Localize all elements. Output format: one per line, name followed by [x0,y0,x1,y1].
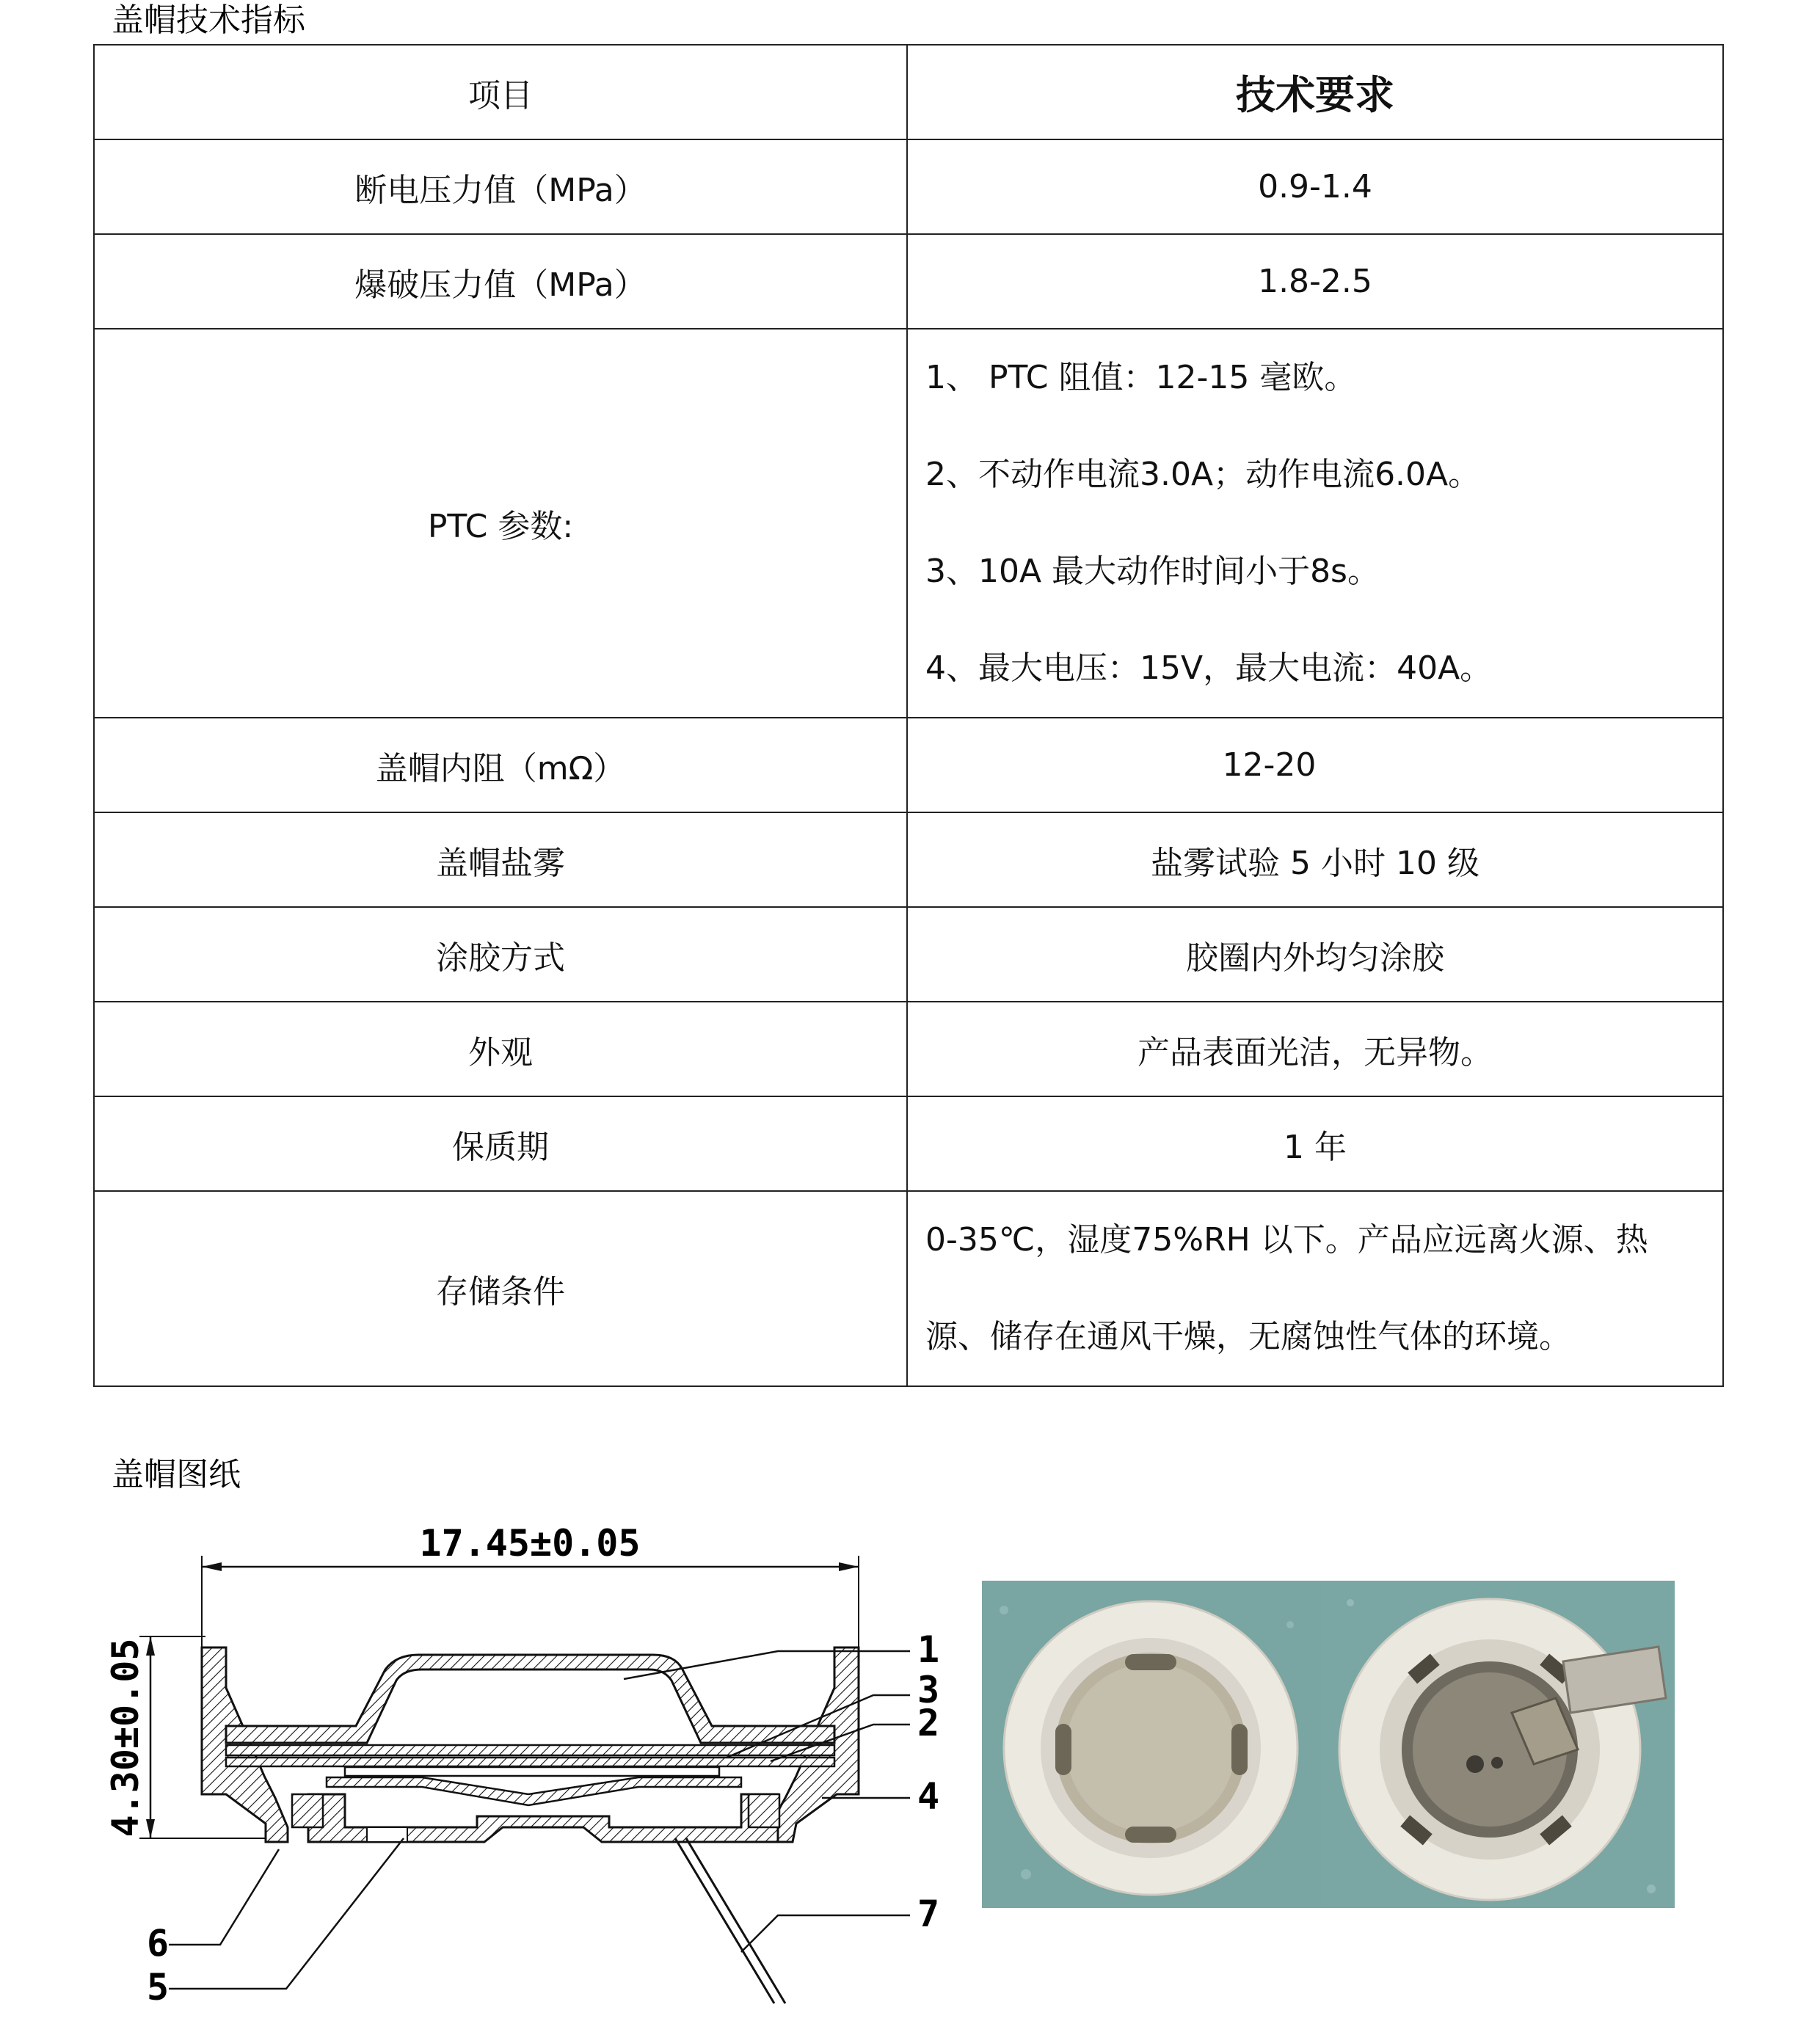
row-item: 断电压力值（MPa） [94,139,907,234]
table-row [94,718,1723,812]
ptc-line: 3、10A 最大动作时间小于8s。 [925,553,1380,590]
callout-4: 4 [917,1775,940,1818]
row-value: 产品表面光洁，无异物。 [907,1002,1723,1096]
storage-line: 源、储存在通风干燥，无腐蚀性气体的环境。 [925,1318,1571,1355]
table-row-storage [94,1191,1723,1386]
row-item: 涂胶方式 [94,907,907,1002]
table-row [94,812,1723,907]
header-item: 项目 [94,45,907,139]
table-row [94,1096,1723,1191]
table-row-ptc [94,329,1723,718]
header-requirement: 技术要求 [907,45,1723,139]
table-row [94,1002,1723,1096]
drawing-section-title: 盖帽图纸 [112,1456,241,1493]
table-header-row [94,45,1723,139]
width-dimension-label: 17.45±0.05 [419,1522,641,1565]
row-item: 爆破压力值（MPa） [94,234,907,329]
row-item: 盖帽盐雾 [94,812,907,907]
row-item: 盖帽内阻（mΩ） [94,718,907,812]
cap-bottom-photo [1321,1581,1675,1908]
callout-5: 5 [147,1966,170,2009]
row-value: 12-20 [907,718,1723,812]
callout-3: 3 [917,1669,940,1711]
height-dimension-label: 4.30±0.05 [104,1638,147,1838]
row-value: 1 年 [907,1096,1723,1191]
callout-6: 6 [147,1922,170,1964]
callout-2: 2 [917,1702,940,1744]
ptc-line: 2、不动作电流3.0A；动作电流6.0A。 [925,456,1481,493]
row-item: PTC 参数: [94,329,907,718]
spec-section-title: 盖帽技术指标 [112,1,305,39]
row-item: 存储条件 [94,1191,907,1386]
row-value: 0.9-1.4 [907,139,1723,234]
row-value: 胶圈内外均匀涂胶 [907,907,1723,1002]
table-row [94,907,1723,1002]
row-item: 外观 [94,1002,907,1096]
row-value: 盐雾试验 5 小时 10 级 [907,812,1723,907]
row-value: 1.8-2.5 [907,234,1723,329]
row-item: 保质期 [94,1096,907,1191]
table-row [94,139,1723,234]
cap-top-photo [982,1581,1321,1908]
storage-cell [907,1191,1723,1386]
spec-table [93,44,1724,1387]
ptc-line: 1、 PTC 阻值：12-15 毫欧。 [925,359,1357,396]
ptc-line: 4、最大电压：15V，最大电流：40A。 [925,649,1493,687]
cap-cross-section-drawing [95,1504,940,2009]
callout-7: 7 [917,1893,940,1935]
callout-1: 1 [917,1628,940,1671]
table-row [94,234,1723,329]
storage-line: 0-35℃，湿度75%RH 以下。产品应远离火源、热 [925,1221,1648,1259]
ptc-params-cell [907,329,1723,718]
